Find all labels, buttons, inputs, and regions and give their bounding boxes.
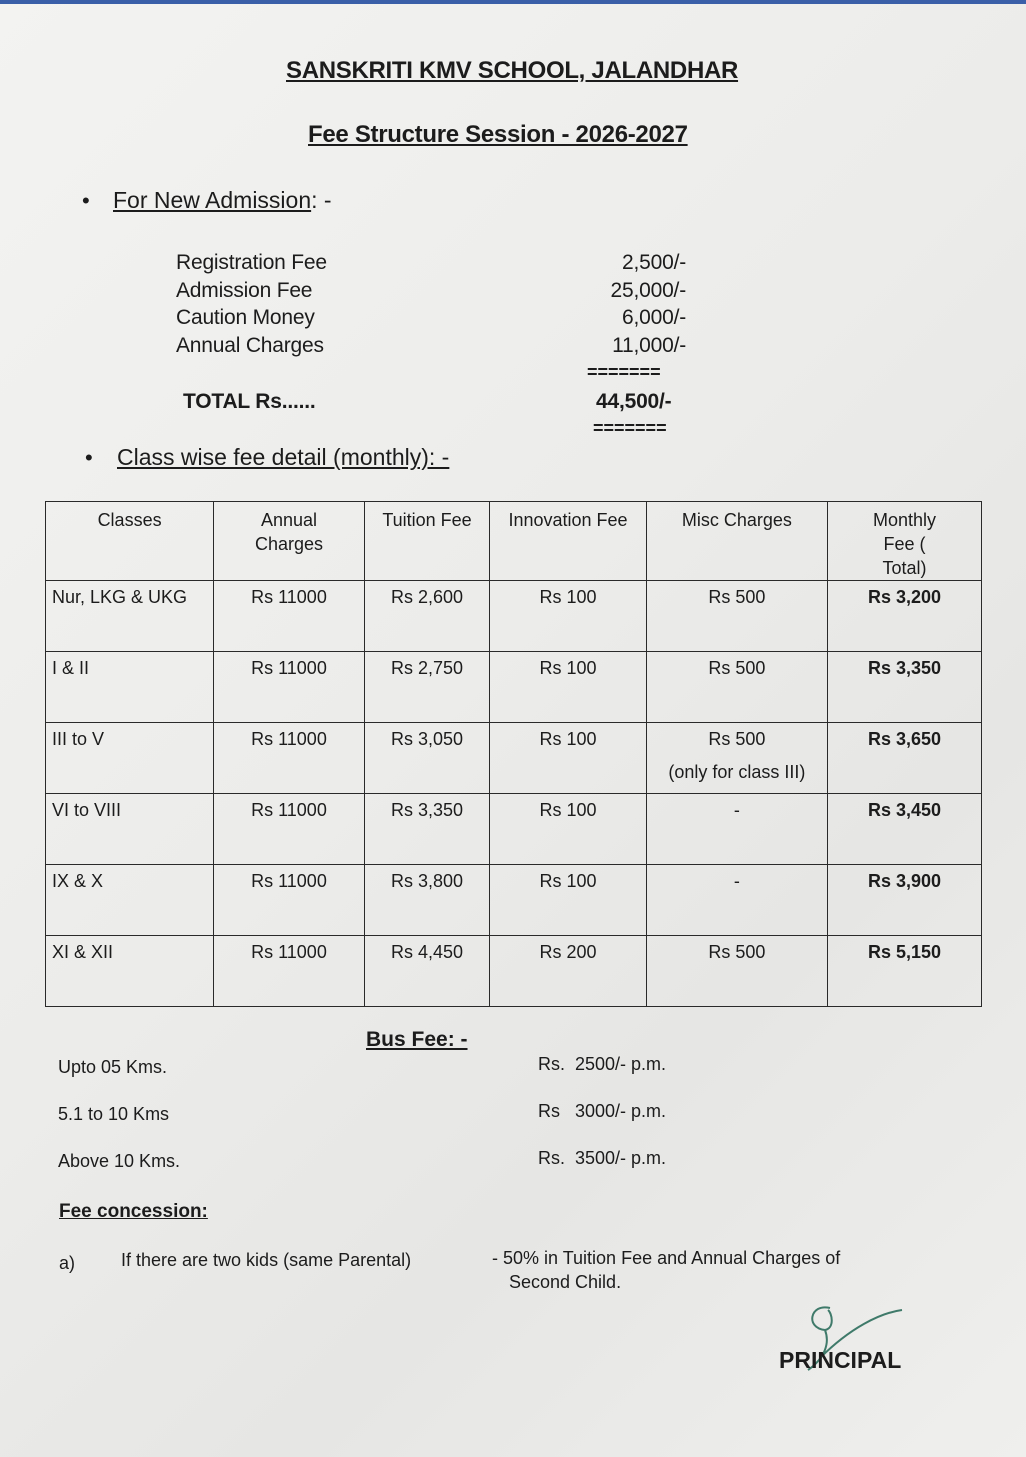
cell-cls bbox=[46, 652, 214, 723]
cell-cls bbox=[46, 865, 214, 936]
cell-text: Rs 3,800 bbox=[390, 871, 464, 891]
cell-cls bbox=[46, 936, 214, 1007]
cell-text: Rs 500 bbox=[708, 658, 766, 678]
cell-text: - bbox=[733, 800, 740, 820]
cell-text: I & II bbox=[52, 658, 90, 678]
cell-annual bbox=[214, 581, 365, 652]
column-header: Tuition Fee bbox=[364, 502, 489, 581]
top-edge bbox=[0, 0, 1026, 4]
table-row bbox=[46, 652, 982, 723]
cell-text: - bbox=[733, 871, 740, 891]
fee-amount: 11,000/- bbox=[612, 334, 686, 357]
column-header: Annual Charges bbox=[214, 502, 365, 581]
cell-text: Rs 100 bbox=[539, 729, 597, 749]
cell-misc bbox=[646, 936, 827, 1007]
cell-total bbox=[827, 865, 981, 936]
cell-cls bbox=[46, 794, 214, 865]
cell-text: Rs 3,200 bbox=[867, 587, 942, 607]
cell-text: Rs 3,650 bbox=[867, 729, 942, 749]
concession-marker: a) bbox=[59, 1253, 76, 1273]
cell-text: Rs 500 bbox=[708, 587, 766, 607]
class-fee-table bbox=[45, 501, 982, 1007]
cell-misc bbox=[646, 652, 827, 723]
cell-misc bbox=[646, 723, 827, 794]
new-admission-heading: For New Admission: - bbox=[113, 187, 332, 213]
cell-annual bbox=[214, 723, 365, 794]
cell-text: XI & XII bbox=[52, 942, 114, 962]
cell-tuition bbox=[364, 865, 489, 936]
cell-tuition bbox=[364, 794, 489, 865]
cell-text: Rs 3,350 bbox=[390, 800, 464, 820]
cell-annual bbox=[214, 794, 365, 865]
cell-misc bbox=[646, 581, 827, 652]
fee-label: Registration Fee bbox=[176, 251, 327, 274]
cell-tuition bbox=[364, 936, 489, 1007]
fee-amount: 6,000/- bbox=[622, 306, 686, 329]
cell-text: Rs 3,450 bbox=[867, 800, 942, 820]
cell-total bbox=[827, 723, 981, 794]
cell-innovation bbox=[490, 794, 647, 865]
cell-text: Rs 11000 bbox=[251, 942, 327, 962]
column-header: Misc Charges bbox=[646, 502, 827, 581]
cell-text: Rs 11000 bbox=[251, 587, 327, 607]
concession-benefit: - 50% in Tuition Fee and Annual Charges of bbox=[492, 1248, 841, 1268]
cell-total bbox=[827, 652, 981, 723]
principal-label: PRINCIPAL bbox=[779, 1347, 902, 1373]
cell-innovation bbox=[490, 581, 647, 652]
cell-text: Rs 100 bbox=[539, 587, 597, 607]
cell-text: Nur, LKG & UKG bbox=[52, 587, 188, 607]
bus-fee-heading: Bus Fee: - bbox=[366, 1028, 468, 1051]
cell-text: IX & X bbox=[52, 871, 104, 891]
cell-total bbox=[827, 936, 981, 1007]
table-row bbox=[46, 936, 982, 1007]
cell-text: Rs 4,450 bbox=[390, 942, 464, 962]
misc-note: (only for class III) bbox=[668, 762, 806, 782]
school-name: SANSKRITI KMV SCHOOL, JALANDHAR bbox=[286, 57, 739, 84]
cell-tuition bbox=[364, 652, 489, 723]
cell-total bbox=[827, 581, 981, 652]
cell-misc bbox=[646, 865, 827, 936]
cell-text: Rs 11000 bbox=[251, 658, 327, 678]
column-header: Monthly Fee ( Total) bbox=[827, 502, 981, 581]
fee-amount: 25,000/- bbox=[610, 279, 686, 302]
cell-innovation bbox=[490, 865, 647, 936]
cell-tuition bbox=[364, 723, 489, 794]
fee-label: Admission Fee bbox=[176, 279, 313, 302]
bus-range: 5.1 to 10 Kms bbox=[58, 1104, 170, 1124]
cell-annual bbox=[214, 652, 365, 723]
column-header: Classes bbox=[46, 502, 214, 581]
cell-text: Rs 3,900 bbox=[867, 871, 942, 891]
cell-text: Rs 100 bbox=[539, 658, 597, 678]
total-label: TOTAL Rs...... bbox=[183, 390, 316, 413]
cell-text: Rs 2,600 bbox=[390, 587, 464, 607]
table-row bbox=[46, 581, 982, 652]
cell-annual bbox=[214, 865, 365, 936]
cell-text: Rs 2,750 bbox=[390, 658, 464, 678]
cell-annual bbox=[214, 936, 365, 1007]
separator: ======= bbox=[587, 362, 661, 382]
cell-text: Rs 200 bbox=[539, 942, 597, 962]
bullet-icon: • bbox=[82, 188, 90, 213]
cell-text: Rs 500 bbox=[708, 942, 766, 962]
separator: ======= bbox=[593, 418, 667, 438]
cell-text: Rs 5,150 bbox=[867, 942, 942, 962]
session-title: Fee Structure Session - 2026-2027 bbox=[308, 121, 688, 148]
cell-text: Rs 3,350 bbox=[867, 658, 942, 678]
column-header: Innovation Fee bbox=[490, 502, 647, 581]
bullet-icon: • bbox=[85, 445, 93, 470]
cell-tuition bbox=[364, 581, 489, 652]
concession-heading: Fee concession: bbox=[59, 1201, 208, 1222]
concession-benefit: Second Child. bbox=[509, 1272, 622, 1292]
bus-range: Above 10 Kms. bbox=[58, 1151, 181, 1171]
class-fee-heading: Class wise fee detail (monthly): - bbox=[117, 444, 450, 470]
bus-range: Upto 05 Kms. bbox=[58, 1057, 168, 1077]
table-header-row bbox=[46, 502, 982, 581]
cell-text: Rs 3,050 bbox=[390, 729, 464, 749]
cell-innovation bbox=[490, 723, 647, 794]
bus-fee-value: Rs 3000/- p.m. bbox=[538, 1101, 667, 1121]
cell-text: Rs 500 bbox=[708, 729, 766, 749]
total-amount: 44,500/- bbox=[596, 390, 672, 413]
cell-text: VI to VIII bbox=[52, 800, 122, 820]
cell-text: III to V bbox=[52, 729, 105, 749]
cell-text: Rs 100 bbox=[539, 871, 597, 891]
table-row bbox=[46, 794, 982, 865]
cell-innovation bbox=[490, 936, 647, 1007]
cell-text: Rs 11000 bbox=[251, 800, 327, 820]
bus-fee-value: Rs. 2500/- p.m. bbox=[538, 1054, 667, 1074]
cell-text: Rs 11000 bbox=[251, 871, 327, 891]
cell-misc bbox=[646, 794, 827, 865]
fee-amount: 2,500/- bbox=[622, 251, 686, 274]
cell-cls bbox=[46, 723, 214, 794]
fee-label: Caution Money bbox=[176, 306, 315, 329]
cell-innovation bbox=[490, 652, 647, 723]
cell-text: Rs 11000 bbox=[251, 729, 327, 749]
concession-condition: If there are two kids (same Parental) bbox=[121, 1250, 412, 1270]
cell-text: Rs 100 bbox=[539, 800, 597, 820]
table-row bbox=[46, 723, 982, 794]
cell-cls bbox=[46, 581, 214, 652]
table-row bbox=[46, 865, 982, 936]
fee-label: Annual Charges bbox=[176, 334, 324, 357]
cell-total bbox=[827, 794, 981, 865]
bus-fee-value: Rs. 3500/- p.m. bbox=[538, 1148, 667, 1168]
